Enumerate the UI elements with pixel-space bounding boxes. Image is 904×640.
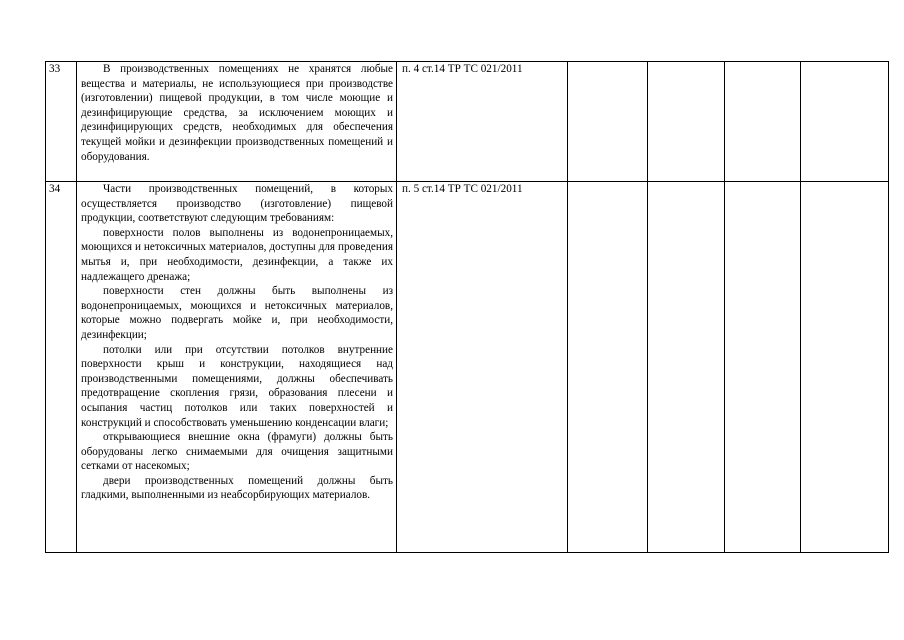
- empty-cell: [568, 62, 648, 182]
- regulation-reference: п. 5 ст.14 ТР ТС 021/2011: [397, 182, 568, 553]
- row-number: 34: [46, 182, 77, 553]
- empty-cell: [801, 182, 889, 553]
- regulation-reference: п. 4 ст.14 ТР ТС 021/2011: [397, 62, 568, 182]
- empty-cell: [648, 62, 725, 182]
- requirement-text: [77, 182, 397, 553]
- table-row: [46, 62, 889, 182]
- empty-cell: [725, 62, 801, 182]
- requirement-paragraph: открывающиеся внешние окна (фрамуги) должны быть оборудованы легко снимаемыми для очищения защитными сетками от насекомых;: [81, 431, 393, 473]
- empty-cell: [801, 62, 889, 182]
- requirement-paragraph: поверхности стен должны быть выполнены из водонепроницаемых, моющихся и нетоксичных материалов, которые можно подвергать мойке и, при необходимости, дезинфекции;: [81, 285, 393, 341]
- requirements-table: [45, 61, 889, 553]
- requirement-paragraph: В производственных помещениях не хранятся любые вещества и материалы, не использующиеся при производстве (изготовлении) пищевой продукции, в том числе моющие и дезинфицирующие средства, за исключением моющих и дезинфицирующих средств, необходимых для обеспечения текущей мойки и дезинфекции производственных помещений и оборудования.: [81, 63, 393, 163]
- requirement-paragraph: поверхности полов выполнены из водонепроницаемых, моющихся и нетоксичных материалов, доступны для проведения мытья и, при необходимости, дезинфекции, а также их надлежащего дренажа;: [81, 226, 393, 283]
- requirement-paragraph: Части производственных помещений, в которых осуществляется производство (изготовление) пищевой продукции, соответствуют следующим требованиям:: [81, 183, 393, 225]
- requirement-paragraph: потолки или при отсутствии потолков внутренние поверхности крыш и конструкции, находящиеся над производственными помещениями, должны обеспечивать предотвращение скопления грязи, образования плесени и осыпания частиц потолков или таких поверхностей и конструкций и способствовать уменьшению конденсации влаги;: [81, 343, 393, 429]
- requirement-text: [77, 62, 397, 182]
- empty-cell: [568, 182, 648, 553]
- row-number: 33: [46, 62, 77, 182]
- requirement-paragraph: двери производственных помещений должны быть гладкими, выполненными из неабсорбирующих материалов.: [81, 474, 393, 502]
- empty-cell: [648, 182, 725, 553]
- table-row: [46, 182, 889, 553]
- empty-cell: [725, 182, 801, 553]
